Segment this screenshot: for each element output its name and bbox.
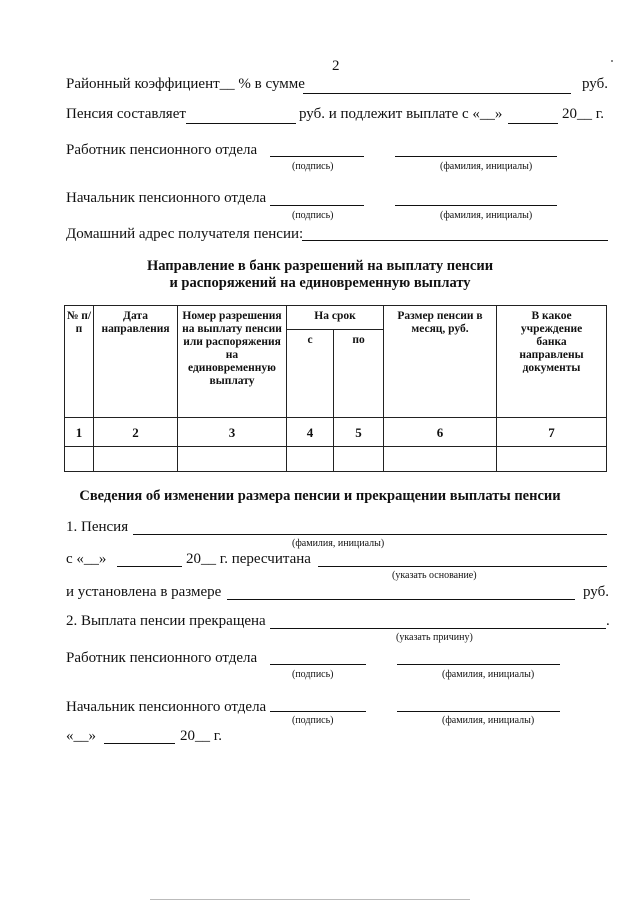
scan-edge-line [150,899,470,900]
final-month-field[interactable] [104,743,175,744]
table-cell[interactable] [384,447,497,472]
column-numbers-row [65,418,607,447]
recalc-month-field[interactable] [117,566,182,567]
col-header-term: На срок [287,306,384,330]
worker2-signature-caption: (подпись) [292,669,334,680]
col-header-bank-institution: В какое учреждение банка направлены документы [497,306,607,418]
col-number-5: 5 [334,418,384,447]
head2-signature-field[interactable] [270,711,366,712]
col-header-date: Дата направления [94,306,178,418]
scan-speck [611,60,613,62]
table-cell[interactable] [287,447,334,472]
pension-amount-label: Пенсия составляет [66,106,186,122]
table-cell[interactable] [497,447,607,472]
pension-year-label: 20__ г. [562,106,604,122]
pension-amount-field[interactable] [186,123,296,124]
worker2-name-caption: (фамилия, инициалы) [442,669,535,680]
district-coef-label: Районный коэффициент__ % в сумме [66,76,305,92]
recalc-basis-field[interactable] [318,566,607,567]
page-number: 2 [332,58,340,74]
item2-reason-field[interactable] [270,628,606,629]
item2-label: 2. Выплата пенсии прекращена [66,613,266,629]
section1-title-line1: Направление в банк разрешений на выплату пенсии [146,258,494,274]
home-address-label: Домашний адрес получателя пенсии: [66,226,304,242]
worker-signature-caption: (подпись) [292,161,334,172]
table-row[interactable] [65,447,607,472]
head-label: Начальник пенсионного отдела [66,190,267,206]
district-coef-unit: руб. [582,76,608,92]
pension-month-field[interactable] [508,123,558,124]
worker-name-field[interactable] [395,156,557,157]
head-name-caption: (фамилия, инициалы) [440,210,533,221]
section2-title: Сведения об изменении размера пенсии и прекращении выплаты пенсии [79,488,561,504]
head2-signature-caption: (подпись) [292,715,334,726]
col-header-permit-number: Номер разрешения на выплату пенсии или распоряжения на единовременную выплату [178,306,287,418]
table-cell[interactable] [94,447,178,472]
col-number-1: 1 [65,418,94,447]
bank-direction-table [64,305,607,472]
home-address-field[interactable] [302,240,608,241]
head-name-field[interactable] [395,205,557,206]
worker-signature-field[interactable] [270,156,364,157]
head2-name-caption: (фамилия, инициалы) [442,715,535,726]
reason-caption: (указать причину) [396,632,473,643]
head2-label: Начальник пенсионного отдела [66,699,267,715]
pension-due-label: руб. и подлежит выплате с «__» [299,106,503,122]
table-cell[interactable] [178,447,287,472]
col-number-4: 4 [287,418,334,447]
district-coef-sum-field[interactable] [303,93,571,94]
set-amount-unit: руб. [583,584,609,600]
recalc-date-label: с «__» [66,551,107,567]
item1-name-caption: (фамилия, инициалы) [292,538,385,549]
final-year-label: 20__ г. [180,728,222,744]
worker2-name-field[interactable] [397,664,560,665]
col-number-7: 7 [497,418,607,447]
col-header-from: с [287,330,334,418]
col-number-6: 6 [384,418,497,447]
col-header-to: по [334,330,384,418]
col-header-number: № п/п [65,306,94,418]
head2-name-field[interactable] [397,711,560,712]
recalc-label: 20__ г. пересчитана [186,551,311,567]
set-amount-label: и установлена в размере [66,584,222,600]
item1-label: 1. Пенсия [66,519,129,535]
basis-caption: (указать основание) [392,570,477,581]
section1-title-line2: и распоряжений на единовременную выплату [169,275,471,291]
item2-end-dot: . [606,613,610,629]
set-amount-field[interactable] [227,599,575,600]
table-cell[interactable] [65,447,94,472]
worker-name-caption: (фамилия, инициалы) [440,161,533,172]
worker2-label: Работник пенсионного отдела [66,650,258,666]
worker-label: Работник пенсионного отдела [66,142,258,158]
head-signature-field[interactable] [270,205,364,206]
col-number-2: 2 [94,418,178,447]
worker2-signature-field[interactable] [270,664,366,665]
final-date-label: «__» [66,728,96,744]
col-number-3: 3 [178,418,287,447]
table-cell[interactable] [334,447,384,472]
head-signature-caption: (подпись) [292,210,334,221]
col-header-pension-size: Размер пенсии в месяц, руб. [384,306,497,418]
item1-name-field[interactable] [133,534,607,535]
